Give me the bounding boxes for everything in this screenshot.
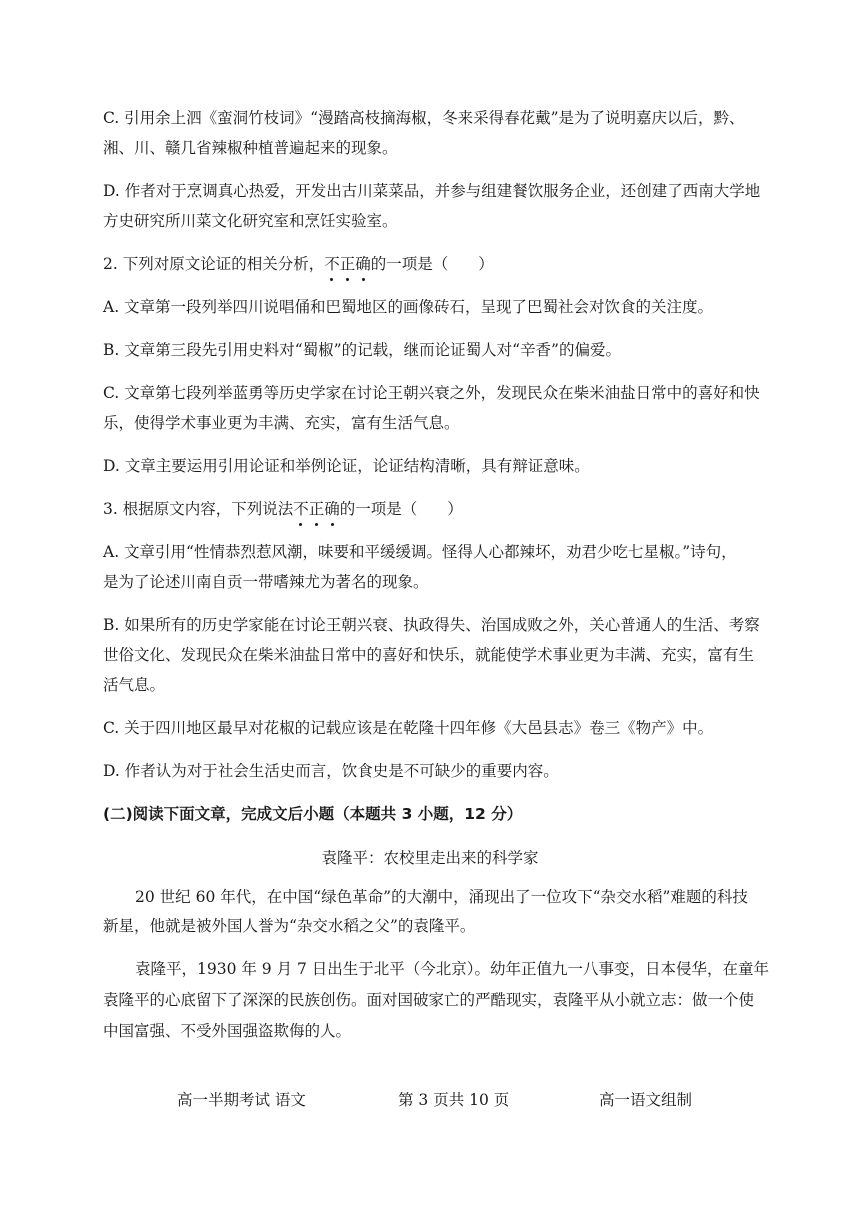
q2-option-c-line1: C. 文章第七段列举蓝勇等历史学家在讨论王朝兴衰之外，发现民众在柴米油盐日常中的喜好和快 — [103, 384, 760, 402]
question-3-suffix: 的一项是（ — [339, 500, 418, 518]
footer-exam-name: 高一半期考试 语文 — [177, 1091, 306, 1109]
q1-option-d-line2: 方史研究所川菜文化研究室和烹饪实验室。 — [103, 212, 398, 230]
q2-option-c-line2: 乐，使得学术事业更为丰满、充实，富有生活气息。 — [103, 414, 460, 432]
q3-option-c: C. 关于四川地区最早对花椒的记载应该是在乾隆十四年修《大邑县志》卷三《物产》中。 — [103, 719, 714, 737]
footer-page-number: 第 3 页共 10 页 — [398, 1091, 510, 1109]
question-2-suffix: 的一项是（ — [370, 255, 449, 273]
q2-option-d: D. 文章主要运用引用论证和举例论证，论证结构清晰，具有辩证意味。 — [103, 457, 590, 475]
emphasis-char: 确 — [355, 255, 371, 273]
article-paragraph-1-line1: 20 世纪 60 年代，在中国“绿色革命”的大潮中，涌现出了一位攻下“杂交水稻”难题的科技 — [135, 888, 748, 906]
q3-option-a-line1: A. 文章引用“性情恭烈惹风潮，味要和平缓缓调。怪得人心都辣坏，劝君少吃七星椒。”诗句， — [103, 543, 737, 561]
q2-option-a: A. 文章第一段列举四川说唱俑和巴蜀地区的画像砖石，呈现了巴蜀社会对饮食的关注度。 — [103, 298, 714, 316]
article-paragraph-2-line3: 中国富强、不受外国强盗欺侮的人。 — [103, 1022, 352, 1040]
question-3-stem — [103, 499, 763, 519]
question-3-prefix: 3. 根据原文内容，下列说法 — [103, 500, 294, 518]
q1-option-c-line1: C. 引用余上泗《蛮洞竹枝词》“漫踏高枝摘海椒，冬来采得春花戴”是为了说明嘉庆以后，黔、 — [103, 109, 745, 127]
q2-option-b: B. 文章第三段先引用史料对“蜀椒”的记载，继而论证蜀人对“辛香”的偏爱。 — [103, 341, 621, 359]
q1-option-d-line1: D. 作者对于烹调真心热爱，开发出古川菜菜品，并参与组建餐饮服务企业，还创建了西南大学地 — [103, 182, 761, 200]
emphasis-char: 不 — [324, 255, 340, 273]
emphasis-char: 不 — [293, 500, 309, 518]
emphasis-char: 正 — [308, 500, 325, 518]
question-2-stem — [103, 254, 763, 274]
q3-option-b-line2: 世俗文化、发现民众在柴米油盐日常中的喜好和快乐，就能使学术事业更为丰满、充实，富有生 — [103, 646, 755, 664]
emphasis-char: 确 — [324, 500, 340, 518]
q3-option-b-line1: B. 如果所有的历史学家能在讨论王朝兴衰、执政得失、治国成败之外，关心普通人的生活、考察 — [103, 616, 760, 634]
q1-option-c-line2: 湘、川、赣几省辣椒种植普遍起来的现象。 — [103, 139, 398, 157]
q3-option-a-line2: 是为了论述川南自贡一带嗜辣尤为著名的现象。 — [103, 573, 429, 591]
article-paragraph-1-line2: 新星，他就是被外国人誉为“杂交水稻之父”的袁隆平。 — [103, 917, 476, 935]
article-paragraph-2-line1: 袁隆平，1930 年 9 月 7 日出生于北平（今北京）。幼年正值九一八事变，日本侵华，在童年 — [135, 960, 770, 978]
question-2-prefix: 2. 下列对原文论证的相关分析， — [103, 255, 325, 273]
question-3-close: ） — [447, 500, 463, 518]
section-2-heading: (二)阅读下面文章，完成文后小题（本题共 3 小题，12 分） — [103, 805, 523, 823]
question-2-close: ） — [478, 255, 494, 273]
article-paragraph-2-line2: 袁隆平的心底留下了深深的民族创伤。面对国破家亡的严酷现实，袁隆平从小就立志：做一个使 — [103, 991, 755, 1009]
article-title: 袁隆平：农校里走出来的科学家 — [321, 849, 539, 867]
footer-author: 高一语文组制 — [599, 1091, 693, 1109]
emphasis-char: 正 — [339, 255, 356, 273]
q3-option-b-line3: 活气息。 — [103, 676, 166, 694]
q3-option-d: D. 作者认为对于社会生活史而言，饮食史是不可缺少的重要内容。 — [103, 762, 559, 780]
